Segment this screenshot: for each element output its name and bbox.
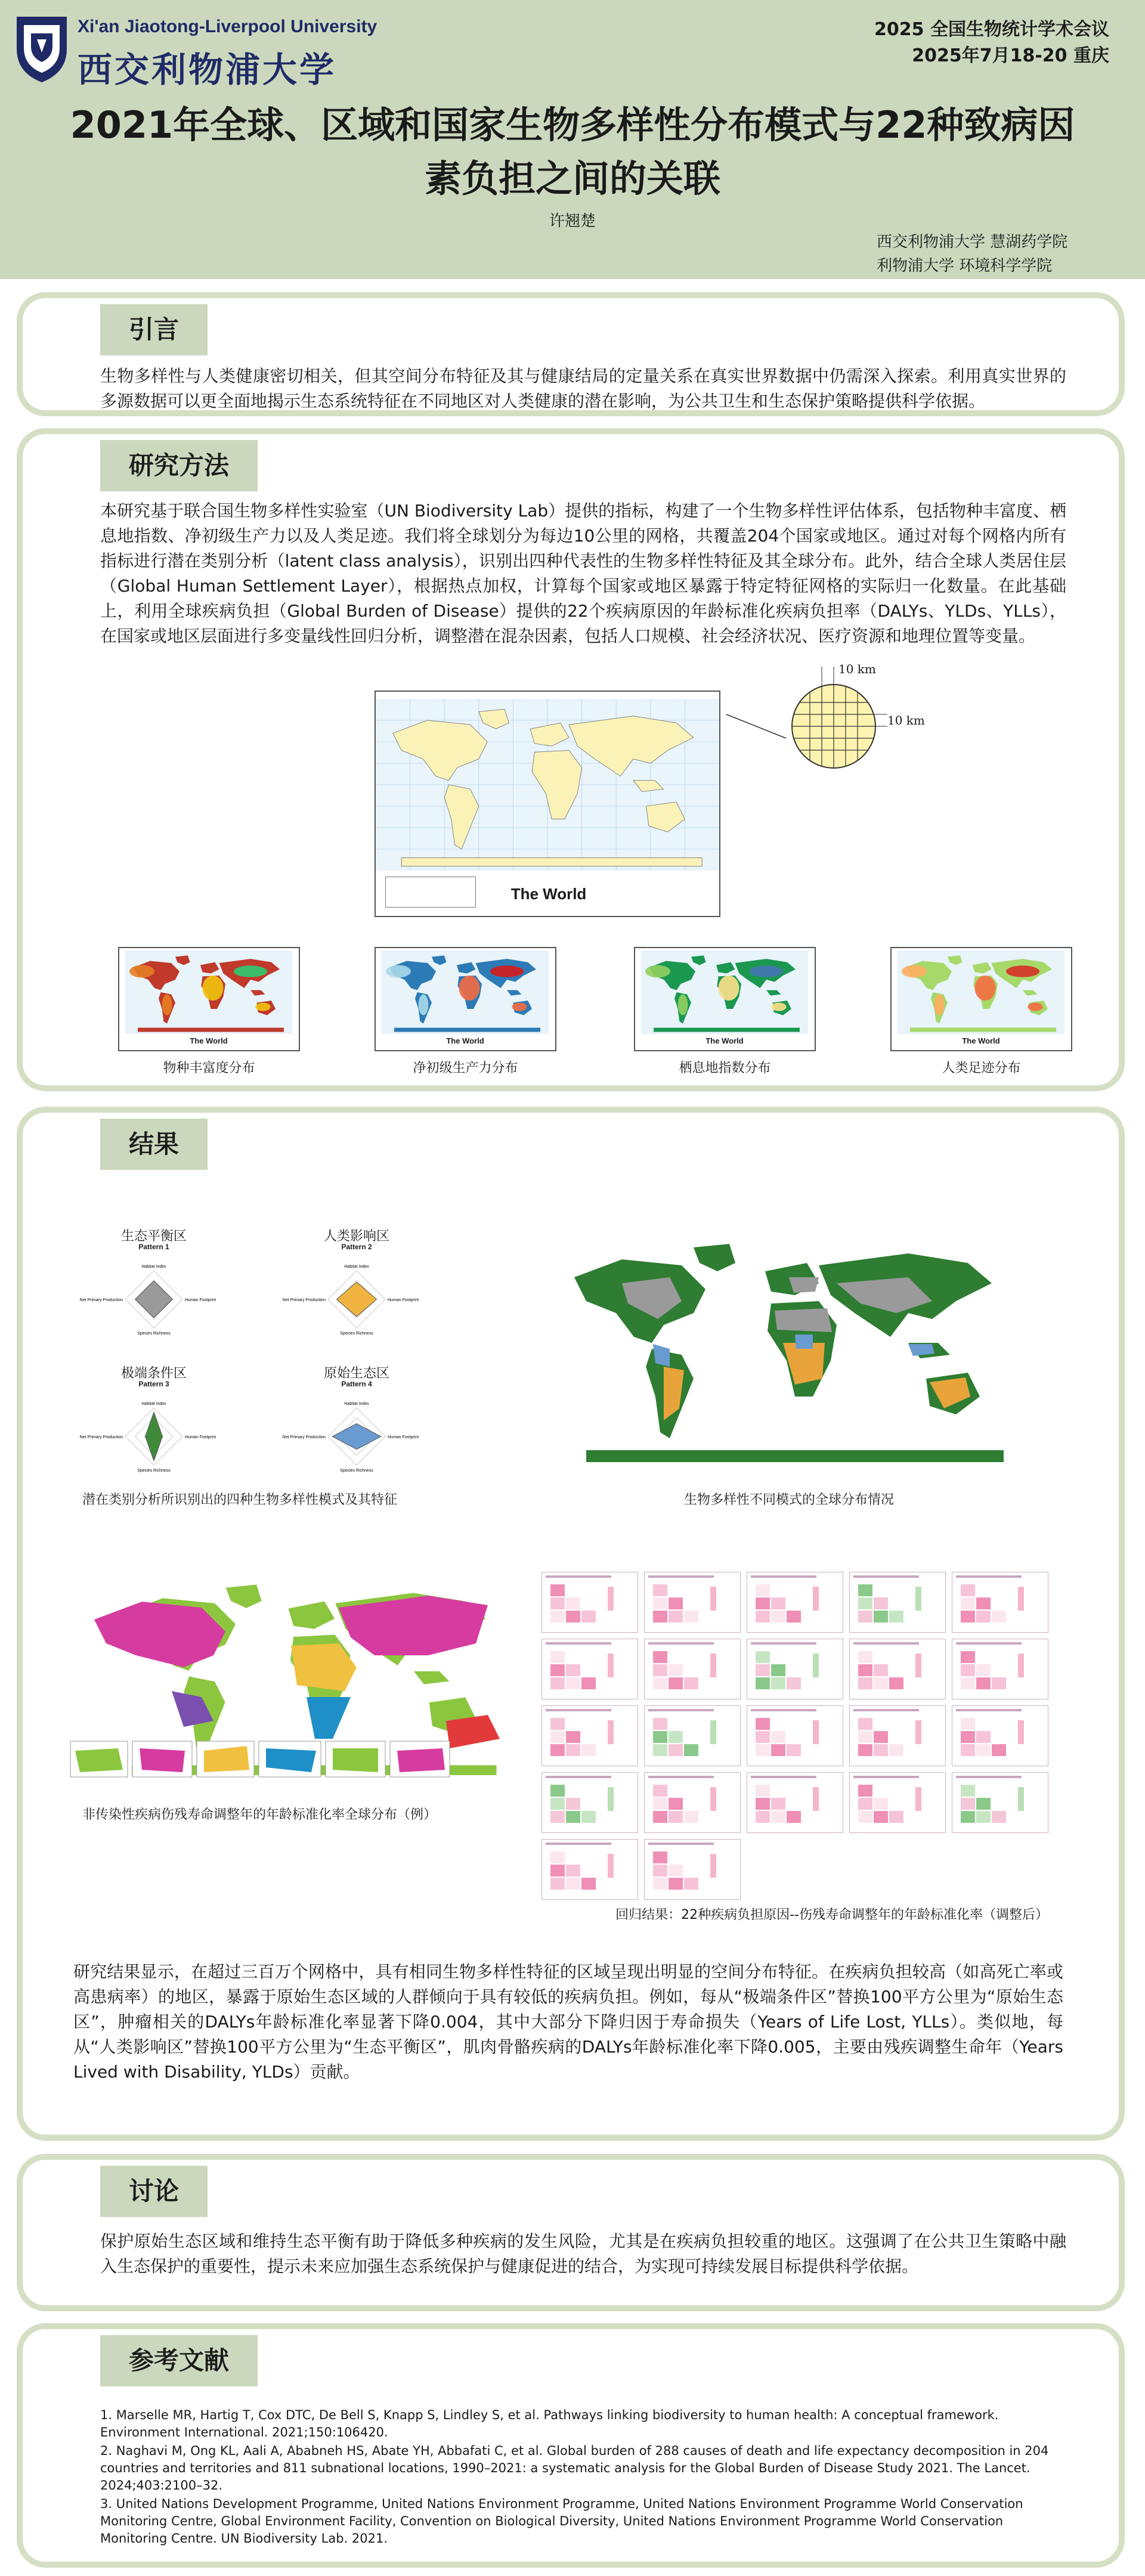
regression-panel (541, 1772, 638, 1833)
author: 许翘楚 (549, 212, 596, 230)
radar-axis-label: Human Footprint (185, 1298, 216, 1302)
world-map-title: The World (510, 885, 587, 903)
disease-burden-map (70, 1572, 547, 1781)
regression-heatmap (542, 1706, 638, 1766)
regression-heatmap (952, 1572, 1048, 1632)
title-line-1: 2021年全球、区域和国家生物多样性分布模式与22种致病因 (70, 103, 1075, 147)
radar-axis-label: Net Primary Production (282, 1435, 326, 1439)
results-heading: 结果 (100, 1119, 208, 1170)
radar-axis-label: Human Footprint (388, 1298, 419, 1302)
reference-item: 2. Naghavi M, Ong KL, Aali A, Ababneh HS, Abate YH, Abbafati C, et al. Global burden of 288 causes of death and life expectancy decomposition in 204 countries and territories and 811 subnational locations, 1990–2021: a systematic analysis for the Global Burden of Disease Study 2021. The Lancet. 2024;403:2100–32. (100, 2444, 1049, 2493)
regression-heatmap (747, 1639, 843, 1699)
pattern-subtitle: Pattern 2 (341, 1243, 372, 1251)
indicator-map-caption: 净初级生产力分布 (413, 1061, 518, 1076)
intro-text: 生物多样性与人类健康密切相关，但其空间分布特征及其与健康结局的定量关系在真实世界数据中仍需深入探索。利用真实世界的多源数据可以更全面地揭示生态系统特征在不同地区对人类健康的潜在影响，为公共卫生和生态保护策略提供科学依据。 (100, 366, 1066, 411)
world-grid-map (375, 691, 720, 917)
radar-caption: 潜在类别分析所识别出的四种生物多样性模式及其特征 (82, 1493, 398, 1507)
radar-axis-label: Net Primary Production (282, 1298, 326, 1302)
pattern-distribution-map (530, 1230, 1048, 1468)
indicator-map (375, 947, 556, 1051)
regression-panel (952, 1572, 1048, 1633)
legend-box (385, 877, 476, 908)
pattern-subtitle: Pattern 3 (138, 1380, 169, 1388)
radar-axis-label: Habitat Index (141, 1402, 166, 1406)
radar-axis-label: Habitat Index (344, 1265, 369, 1269)
indicator-map-title: The World (446, 1036, 484, 1045)
indicator-map-graphic (635, 950, 814, 1034)
regression-panel (747, 1572, 843, 1633)
regression-panel (952, 1772, 1048, 1833)
regression-heatmap (645, 1639, 740, 1699)
references-heading: 参考文献 (100, 2335, 258, 2386)
radar-axis-label: Net Primary Production (79, 1298, 123, 1302)
radar-chart (79, 1255, 219, 1344)
grid-label-top: 10 km (838, 662, 876, 676)
indicator-map-caption: 人类足迹分布 (942, 1061, 1021, 1076)
indicator-map (634, 947, 816, 1051)
regression-heatmap (747, 1572, 843, 1632)
regression-panel (849, 1572, 946, 1633)
radar-chart (282, 1255, 422, 1344)
radar-axis-label: Human Footprint (185, 1435, 216, 1439)
regression-heatmap (850, 1706, 945, 1766)
pattern-subtitle: Pattern 4 (341, 1380, 372, 1388)
radar-axis-label: Habitat Index (344, 1402, 369, 1406)
regression-heatmap (542, 1639, 638, 1699)
indicator-map-graphic (376, 950, 555, 1034)
radar-axis-label: Species Richness (340, 1332, 373, 1336)
results-text: 研究结果显示，在超过三百万个网格中，具有相同生物多样性特征的区域呈现出明显的空间分布特征。在疾病负担较高（如高死亡率或高患病率）的地区，暴露于原始生态区域的人群倾向于具有较低的疾病负担。例如，每从“极端条件区”替换100平方公里为“原始生态区”，肿瘤相关的DALYs年龄标准化率显著下降0.004，其中大部分下降归因于寿命损失（Years of Life Lost, YLLs）。类似地，每从“人类影响区”替换100平方公里为“生态平衡区”，肌肉骨骼疾病的DALYs年龄标准化率下降0.005，主要由残疾调整生命年（Years Lived with Disability, YLDs）贡献。 (73, 1962, 1063, 2082)
indicator-map-caption: 栖息地指数分布 (679, 1061, 771, 1076)
regression-panel (849, 1639, 946, 1699)
references-section (17, 2323, 1125, 2568)
conference-name: 2025 全国生物统计学术会议 (874, 19, 1109, 40)
radar-axis-label: Net Primary Production (79, 1435, 123, 1439)
methods-section (17, 428, 1125, 1091)
references-list (100, 2407, 1066, 2549)
regression-heatmap (645, 1773, 740, 1832)
regression-heatmap (542, 1773, 638, 1832)
conference-info (874, 17, 1109, 69)
pattern-name: 原始生态区 (323, 1366, 389, 1381)
regression-panel (644, 1705, 741, 1766)
regression-heatmap (542, 1840, 638, 1899)
pattern-name: 极端条件区 (120, 1366, 187, 1381)
indicator-map-title: The World (962, 1036, 1000, 1045)
pattern-name: 生态平衡区 (120, 1229, 187, 1244)
regression-panel (952, 1705, 1048, 1766)
pattern-name: 人类影响区 (323, 1229, 389, 1244)
regression-panel (541, 1705, 638, 1766)
regression-panel (541, 1572, 638, 1633)
university-shield-logo (13, 13, 70, 85)
poster-title (24, 98, 1121, 206)
regression-heatmap (952, 1773, 1048, 1832)
reference-item: 3. United Nations Development Programme, United Nations Environment Programme, United Nations Environment Programme World Conservation Monitoring Centre, Global Environment Facility, Convention on Biological Diversity, United Nations Environment Programme World Conservation Monitoring Centre. UN Biodiversity Lab. 2021. (100, 2497, 1023, 2546)
regression-panel (849, 1705, 946, 1766)
regression-panel (849, 1772, 946, 1833)
indicator-map-title: The World (190, 1036, 228, 1045)
affiliation-1: 西交利物浦大学 慧湖药学院 (877, 233, 1068, 251)
indicator-map-caption: 物种丰富度分布 (163, 1061, 255, 1076)
reference-item: 1. Marselle MR, Hartig T, Cox DTC, De Bell S, Knapp S, Lindley S, et al. Pathways linking biodiversity to human health: A conceptual framework. Environment International. 2021;150:106420. (100, 2408, 999, 2439)
regression-heatmap (952, 1639, 1048, 1699)
radar-axis-label: Species Richness (137, 1469, 171, 1473)
methods-heading: 研究方法 (100, 440, 258, 491)
regression-heatmap (645, 1840, 740, 1899)
regression-heatmap (850, 1773, 945, 1832)
regression-panel (644, 1839, 741, 1900)
indicator-map (118, 947, 300, 1051)
pattern-subtitle: Pattern 1 (138, 1243, 169, 1251)
regression-heatmap (645, 1572, 740, 1632)
radar-shape (135, 1281, 172, 1318)
radar-chart (282, 1392, 422, 1481)
grid-zoom-illustration (714, 661, 905, 780)
regression-panel (747, 1772, 843, 1833)
regression-heatmap (747, 1773, 843, 1832)
conference-date: 2025年7月18-20 重庆 (912, 45, 1109, 66)
affiliations (877, 230, 1067, 278)
radar-shape (332, 1423, 381, 1449)
results-section (17, 1107, 1125, 2141)
regression-panel (644, 1639, 741, 1699)
regression-heatmap (747, 1706, 843, 1766)
radar-axis-label: Habitat Index (141, 1265, 166, 1269)
regression-panel (747, 1705, 843, 1766)
poster-header (0, 0, 1145, 279)
discussion-text: 保护原始生态区域和维持生态平衡有助于降低多种疾病的发生风险，尤其是在疾病负担较重的地区。这强调了在公共卫生策略中融入生态保护的重要性，提示未来应加强生态系统保护与健康促进的结合，为实现可持续发展目标提供科学依据。 (100, 2231, 1066, 2276)
regression-panel (541, 1839, 638, 1900)
discussion-section (17, 2154, 1125, 2311)
intro-section (17, 292, 1125, 416)
regression-heatmap (952, 1706, 1048, 1766)
regression-panel (747, 1639, 843, 1699)
pattern-map-caption: 生物多样性不同模式的全球分布情况 (683, 1493, 894, 1507)
university-name-cn: 西交利物浦大学 (78, 49, 337, 90)
radar-shape (336, 1282, 376, 1317)
regression-heatmap (542, 1572, 638, 1632)
radar-chart (79, 1392, 219, 1481)
regression-caption: 回归结果：22种疾病负担原因--伤残寿命调整年的年龄标准化率（调整后） (615, 1908, 1048, 1922)
disease-map-caption: 非传染性疾病伤残寿命调整年的年龄标准化率全球分布（例） (82, 1807, 437, 1822)
indicator-map-title: The World (705, 1036, 744, 1045)
regression-panel (952, 1639, 1048, 1699)
title-line-2: 素负担之间的关联 (424, 157, 720, 200)
university-name-en: Xi'an Jiaotong-Liverpool University (78, 17, 377, 36)
regression-heatmap (850, 1572, 945, 1632)
intro-heading: 引言 (100, 304, 208, 355)
regression-heatmap (850, 1639, 945, 1699)
regression-panel (644, 1572, 741, 1633)
grid-label-right: 10 km (887, 713, 925, 727)
discussion-heading: 讨论 (100, 2166, 208, 2217)
affiliation-2: 利物浦大学 环境科学学院 (877, 257, 1053, 275)
regression-heatmap (645, 1706, 740, 1766)
regression-panel (541, 1639, 638, 1699)
indicator-map-graphic (119, 950, 298, 1034)
radar-axis-label: Species Richness (340, 1469, 373, 1473)
radar-axis-label: Human Footprint (388, 1435, 419, 1439)
world-map-graphic (376, 695, 719, 874)
radar-shape (146, 1412, 163, 1461)
indicator-map-graphic (892, 950, 1070, 1034)
methods-text: 本研究基于联合国生物多样性实验室（UN Biodiversity Lab）提供的指标，构建了一个生物多样性评估体系，包括物种丰富度、栖息地指数、净初级生产力以及人类足迹。我们将全球划分为每边10公里的网格，共覆盖204个国家或地区。通过对每个网格内所有指标进行潜在类别分析（latent class analysis），识别出四种代表性的生物多样性特征及其全球分布。此外，结合全球人类居住层（Global Human Settlement Layer），根据热点加权，计算每个国家或地区暴露于特定特征网格的实际归一化数量。在此基础上，利用全球疾病负担（Global Burden of Disease）提供的22个疾病原因的年龄标准化疾病负担率（DALYs、YLDs、YLLs），在国家或地区层面进行多变量线性回归分析，调整潜在混杂因素，包括人口规模、社会经济状况、医疗资源和地理位置等变量。 (100, 501, 1066, 646)
radar-axis-label: Species Richness (137, 1332, 171, 1336)
regression-panel (644, 1772, 741, 1833)
indicator-map (890, 947, 1072, 1051)
